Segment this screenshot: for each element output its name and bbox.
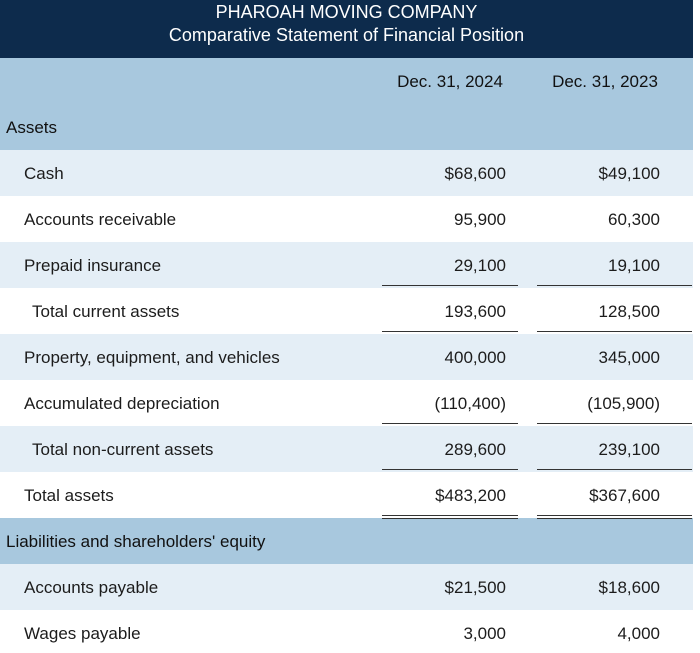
statement-title: Comparative Statement of Financial Position bbox=[168, 25, 525, 45]
subtotal-rule bbox=[382, 423, 518, 424]
table-row bbox=[0, 196, 693, 242]
column-header-2024: Dec. 31, 2024 bbox=[397, 72, 503, 91]
row-label: Cash bbox=[24, 164, 64, 183]
subtotal-rule bbox=[537, 423, 692, 424]
total-double-rule bbox=[382, 518, 518, 519]
subtotal-rule bbox=[382, 285, 518, 286]
section-label: Liabilities and shareholders' equity bbox=[6, 532, 266, 551]
subtotal-rule bbox=[382, 331, 518, 332]
table-row bbox=[0, 288, 693, 334]
table-row bbox=[0, 426, 693, 472]
section-liabilities bbox=[0, 518, 693, 564]
row-label: Wages payable bbox=[24, 624, 141, 643]
table-row bbox=[0, 242, 693, 288]
company-name: PHAROAH MOVING COMPANY bbox=[215, 2, 478, 22]
row-label: Total current assets bbox=[32, 302, 180, 321]
value-2024: 29,100 bbox=[454, 256, 506, 275]
value-2023: 239,100 bbox=[598, 440, 660, 459]
row-label: Prepaid insurance bbox=[24, 256, 162, 275]
subtotal-rule bbox=[382, 469, 518, 470]
value-2023: 4,000 bbox=[617, 624, 660, 643]
value-2024: 400,000 bbox=[444, 348, 506, 367]
row-label: Accounts payable bbox=[24, 578, 159, 597]
row-label: Property, equipment, and vehicles bbox=[24, 348, 280, 367]
value-2023: (105,900) bbox=[587, 394, 660, 413]
value-2023: $18,600 bbox=[598, 578, 660, 597]
value-2023: 128,500 bbox=[598, 302, 660, 321]
total-double-rule bbox=[537, 515, 692, 516]
subtotal-rule bbox=[537, 469, 692, 470]
section-label: Assets bbox=[6, 118, 58, 137]
table-row bbox=[0, 150, 693, 196]
row-label: Total assets bbox=[24, 486, 114, 505]
table-row bbox=[0, 564, 693, 610]
value-2023: 345,000 bbox=[598, 348, 660, 367]
column-header-2023: Dec. 31, 2023 bbox=[552, 72, 658, 91]
value-2024: (110,400) bbox=[434, 394, 506, 413]
value-2024: 95,900 bbox=[454, 210, 506, 229]
value-2023: 19,100 bbox=[608, 256, 660, 275]
table-row bbox=[0, 472, 693, 518]
total-double-rule bbox=[382, 515, 518, 516]
table-row bbox=[0, 610, 693, 653]
total-double-rule bbox=[537, 518, 692, 519]
value-2024: 289,600 bbox=[444, 440, 506, 459]
value-2024: 3,000 bbox=[463, 624, 506, 643]
value-2024: $68,600 bbox=[444, 164, 506, 183]
value-2024: $483,200 bbox=[435, 486, 506, 505]
value-2024: $21,500 bbox=[444, 578, 506, 597]
subtotal-rule bbox=[537, 331, 692, 332]
section-assets bbox=[0, 104, 693, 150]
statement-header bbox=[0, 0, 693, 58]
row-label: Accounts receivable bbox=[24, 210, 177, 229]
subtotal-rule bbox=[537, 285, 692, 286]
row-label: Total non-current assets bbox=[32, 440, 214, 459]
value-2023: 60,300 bbox=[608, 210, 660, 229]
table-row bbox=[0, 380, 693, 426]
value-2023: $49,100 bbox=[598, 164, 660, 183]
value-2023: $367,600 bbox=[589, 486, 660, 505]
value-2024: 193,600 bbox=[444, 302, 506, 321]
column-header-row bbox=[0, 58, 693, 104]
row-label: Accumulated depreciation bbox=[24, 394, 220, 413]
table-row bbox=[0, 334, 693, 380]
